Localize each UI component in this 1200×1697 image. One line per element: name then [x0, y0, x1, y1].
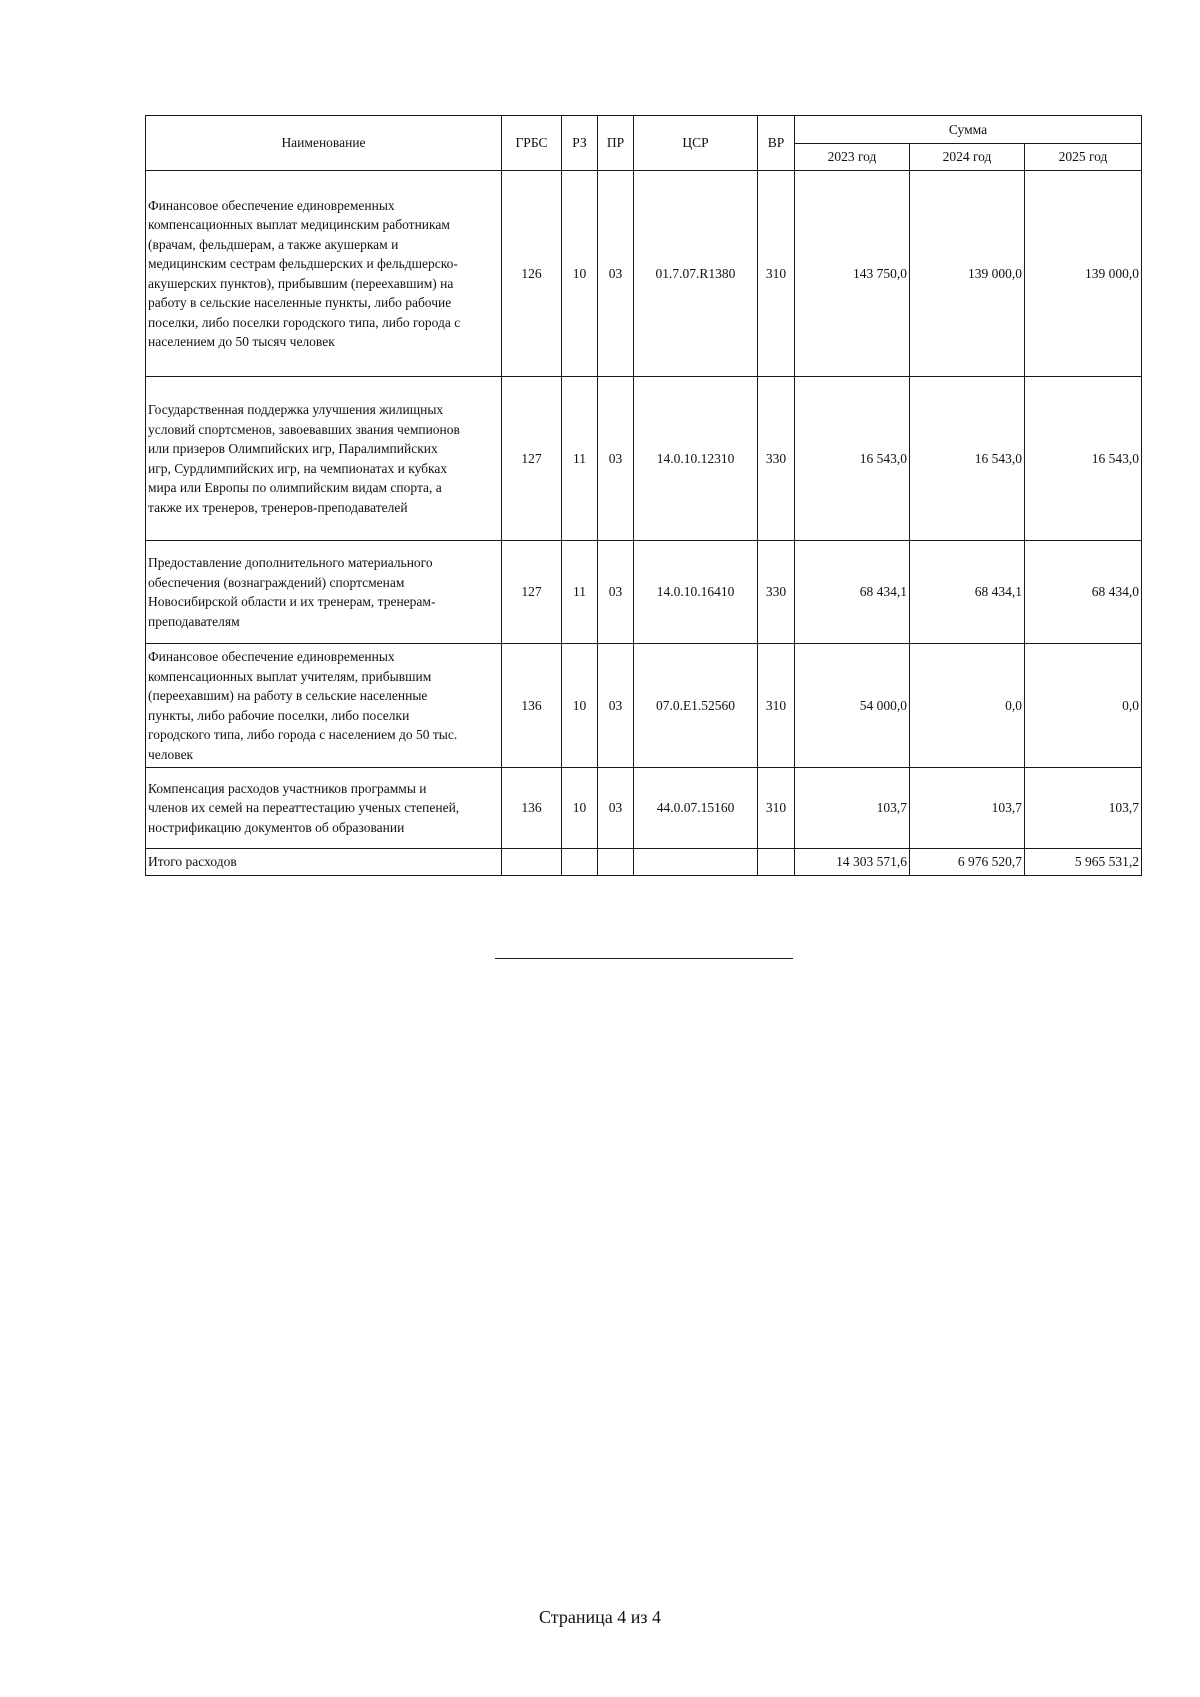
header-grbs: ГРБС	[502, 116, 562, 171]
table-row	[146, 768, 1142, 849]
total-empty-cell	[598, 849, 634, 876]
row-name-cell	[146, 377, 502, 541]
row-amount-2024: 0,0	[910, 644, 1025, 768]
table-row	[146, 171, 1142, 377]
row-vr: 310	[758, 644, 795, 768]
header-rz: РЗ	[562, 116, 598, 171]
total-empty-cell	[502, 849, 562, 876]
row-csr: 14.0.10.16410	[634, 541, 758, 644]
header-csr: ЦСР	[634, 116, 758, 171]
row-amount-2024: 16 543,0	[910, 377, 1025, 541]
row-vr: 330	[758, 541, 795, 644]
row-amount-2025: 103,7	[1025, 768, 1142, 849]
row-amount-2023: 68 434,1	[795, 541, 910, 644]
total-amount-2025: 5 965 531,2	[1025, 849, 1142, 876]
budget-table	[145, 115, 1142, 876]
row-vr: 330	[758, 377, 795, 541]
row-name-cell	[146, 644, 502, 768]
row-amount-2023: 143 750,0	[795, 171, 910, 377]
row-grbs: 126	[502, 171, 562, 377]
row-csr: 44.0.07.15160	[634, 768, 758, 849]
row-pr: 03	[598, 171, 634, 377]
table-row	[146, 541, 1142, 644]
header-sum: Сумма	[795, 116, 1142, 144]
row-pr: 03	[598, 644, 634, 768]
row-grbs: 127	[502, 541, 562, 644]
row-csr: 01.7.07.R1380	[634, 171, 758, 377]
row-amount-2025: 68 434,0	[1025, 541, 1142, 644]
total-empty-cell	[634, 849, 758, 876]
total-empty-cell	[758, 849, 795, 876]
row-amount-2023: 103,7	[795, 768, 910, 849]
row-rz: 10	[562, 171, 598, 377]
row-name: Финансовое обеспечение единовременных компенсационных выплат учителям, прибывшим (переехавшим) на работу в сельские населенные пункты, либо рабочие поселки, либо поселки городского типа, либо города с населением до 50 тыс. человек	[148, 649, 458, 762]
row-name: Государственная поддержка улучшения жилищных условий спортсменов, завоевавших звания чемпионов или призеров Олимпийских игр, Паралимпийских игр, Сурдлимпийских игр, на чемпионатах и кубках мира или Европы по олимпийским видам спорта, а также их тренеров, тренеров-преподавателей	[148, 402, 460, 515]
row-amount-2023: 16 543,0	[795, 377, 910, 541]
header-vr: ВР	[758, 116, 795, 171]
row-rz: 10	[562, 644, 598, 768]
row-amount-2024: 139 000,0	[910, 171, 1025, 377]
total-row	[146, 849, 1142, 876]
total-label: Итого расходов	[146, 849, 502, 876]
header-year-2024: 2024 год	[910, 144, 1025, 171]
row-name-cell	[146, 768, 502, 849]
row-grbs: 127	[502, 377, 562, 541]
header-year-2025: 2025 год	[1025, 144, 1142, 171]
header-name: Наименование	[146, 116, 502, 171]
header-year-2023: 2023 год	[795, 144, 910, 171]
row-pr: 03	[598, 768, 634, 849]
row-amount-2023: 54 000,0	[795, 644, 910, 768]
table-row	[146, 377, 1142, 541]
row-pr: 03	[598, 541, 634, 644]
row-grbs: 136	[502, 768, 562, 849]
row-vr: 310	[758, 768, 795, 849]
page-number: Страница 4 из 4	[539, 1607, 661, 1627]
row-csr: 07.0.E1.52560	[634, 644, 758, 768]
row-rz: 11	[562, 541, 598, 644]
total-empty-cell	[562, 849, 598, 876]
row-rz: 10	[562, 768, 598, 849]
total-amount-2023: 14 303 571,6	[795, 849, 910, 876]
row-amount-2024: 103,7	[910, 768, 1025, 849]
row-pr: 03	[598, 377, 634, 541]
table-row	[146, 644, 1142, 768]
separator-line	[495, 958, 793, 959]
row-name: Предоставление дополнительного материального обеспечения (вознаграждений) спортсменам Новосибирской области и их тренерам, тренерам- преподавателям	[148, 555, 436, 629]
row-name-cell	[146, 541, 502, 644]
total-amount-2024: 6 976 520,7	[910, 849, 1025, 876]
row-name-cell	[146, 171, 502, 377]
row-name: Компенсация расходов участников программы и членов их семей на переаттестацию ученых степеней, нострификацию документов об образовании	[148, 780, 460, 835]
row-vr: 310	[758, 171, 795, 377]
row-amount-2025: 16 543,0	[1025, 377, 1142, 541]
row-grbs: 136	[502, 644, 562, 768]
row-name: Финансовое обеспечение единовременных компенсационных выплат медицинским работникам (врачам, фельдшерам, а также акушеркам и медицинским сестрам фельдшерских и фельдшерско- акушерских пунктов), прибывшим (переехавшим) на работу в сельские населенные пункты, либо рабочие поселки, либо поселки городского типа, либо города с населением до 50 тысяч человек	[148, 197, 461, 349]
row-amount-2025: 139 000,0	[1025, 171, 1142, 377]
row-csr: 14.0.10.12310	[634, 377, 758, 541]
header-pr: ПР	[598, 116, 634, 171]
row-rz: 11	[562, 377, 598, 541]
row-amount-2024: 68 434,1	[910, 541, 1025, 644]
row-amount-2025: 0,0	[1025, 644, 1142, 768]
